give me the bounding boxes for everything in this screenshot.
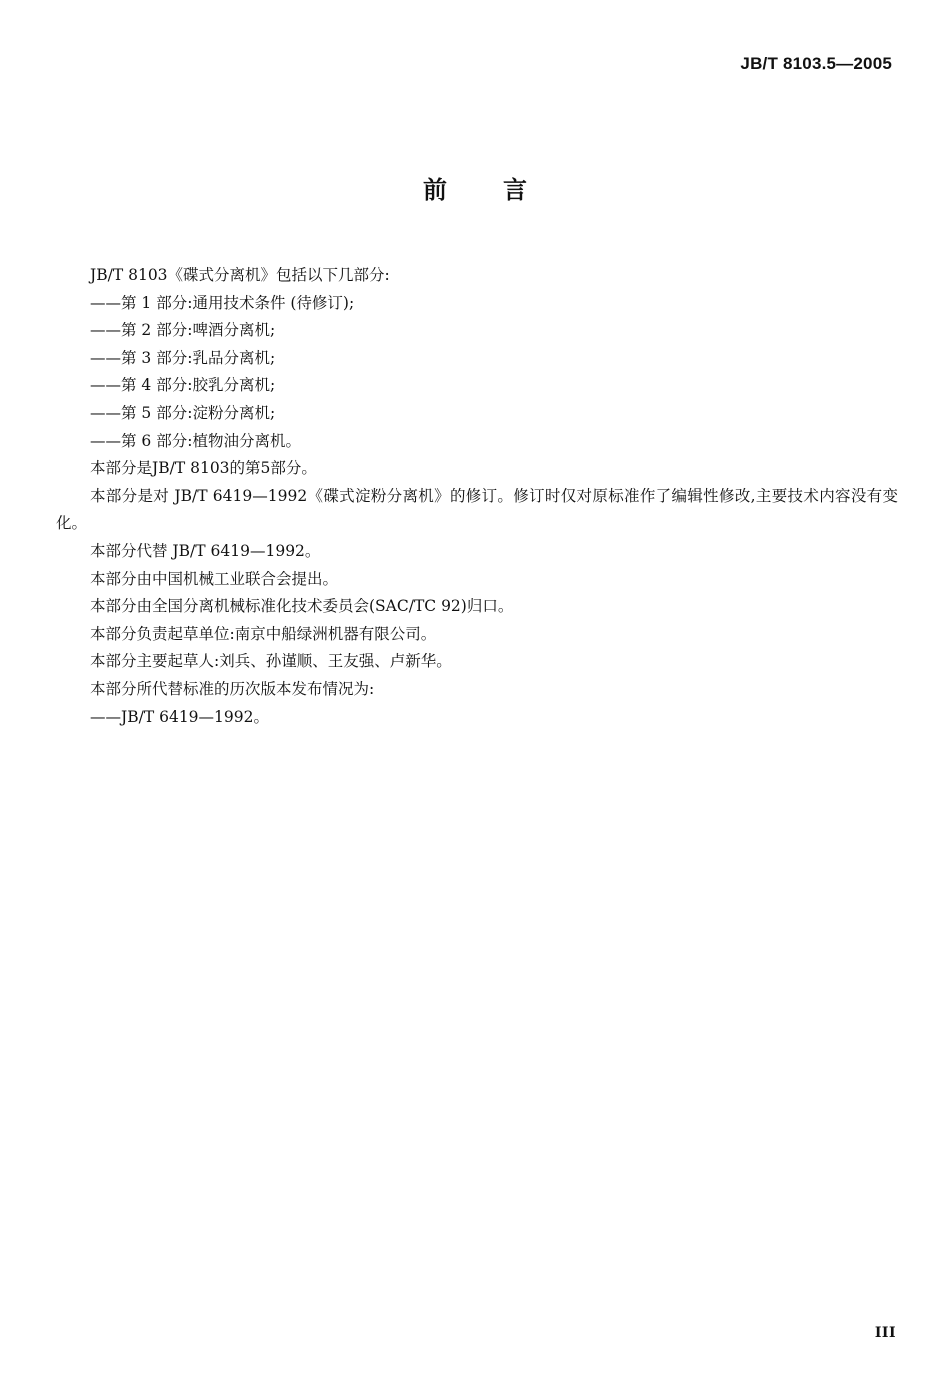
text-line: 本部分负责起草单位:南京中船绿洲机器有限公司。: [90, 624, 437, 643]
revision-paragraph: 本部分是对 JB/T 6419—1992《碟式淀粉分离机》的修订。修订时仅对原标准作了编辑性修改,主要技术内容没有变化。: [56, 486, 898, 533]
text-line: 本部分主要起草人:刘兵、孙谨顺、王友强、卢新华。: [90, 652, 452, 671]
part-list-item: ——第 4 部分:胶乳分离机;: [90, 376, 276, 395]
text-line: 本部分由全国分离机械标准化技术委员会(SAC/TC 92)归口。: [90, 597, 514, 616]
page-title: 前言: [423, 176, 583, 204]
part-list-item: ——第 1 部分:通用技术条件 (待修订);: [90, 293, 355, 312]
standard-number-header: JB/T 8103.5—2005: [740, 54, 892, 73]
text-line: 本部分所代替标准的历次版本发布情况为:: [90, 679, 375, 698]
part-list-item: ——第 2 部分:啤酒分离机;: [90, 321, 276, 340]
text-line: ——JB/T 6419—1992。: [90, 707, 269, 726]
part-list-item: ——第 5 部分:淀粉分离机;: [90, 403, 276, 422]
part-list-item: ——第 6 部分:植物油分离机。: [90, 431, 301, 450]
part-list-item: ——第 3 部分:乳品分离机;: [90, 348, 276, 367]
foreword-body: [56, 262, 898, 731]
text-line: 本部分由中国机械工业联合会提出。: [90, 569, 339, 588]
text-line: JB/T 8103《碟式分离机》包括以下几部分:: [90, 266, 390, 284]
text-line: 本部分是JB/T 8103的第5部分。: [90, 459, 317, 478]
text-line: 本部分代替 JB/T 6419—1992。: [90, 541, 321, 560]
page-number: III: [874, 1325, 896, 1341]
